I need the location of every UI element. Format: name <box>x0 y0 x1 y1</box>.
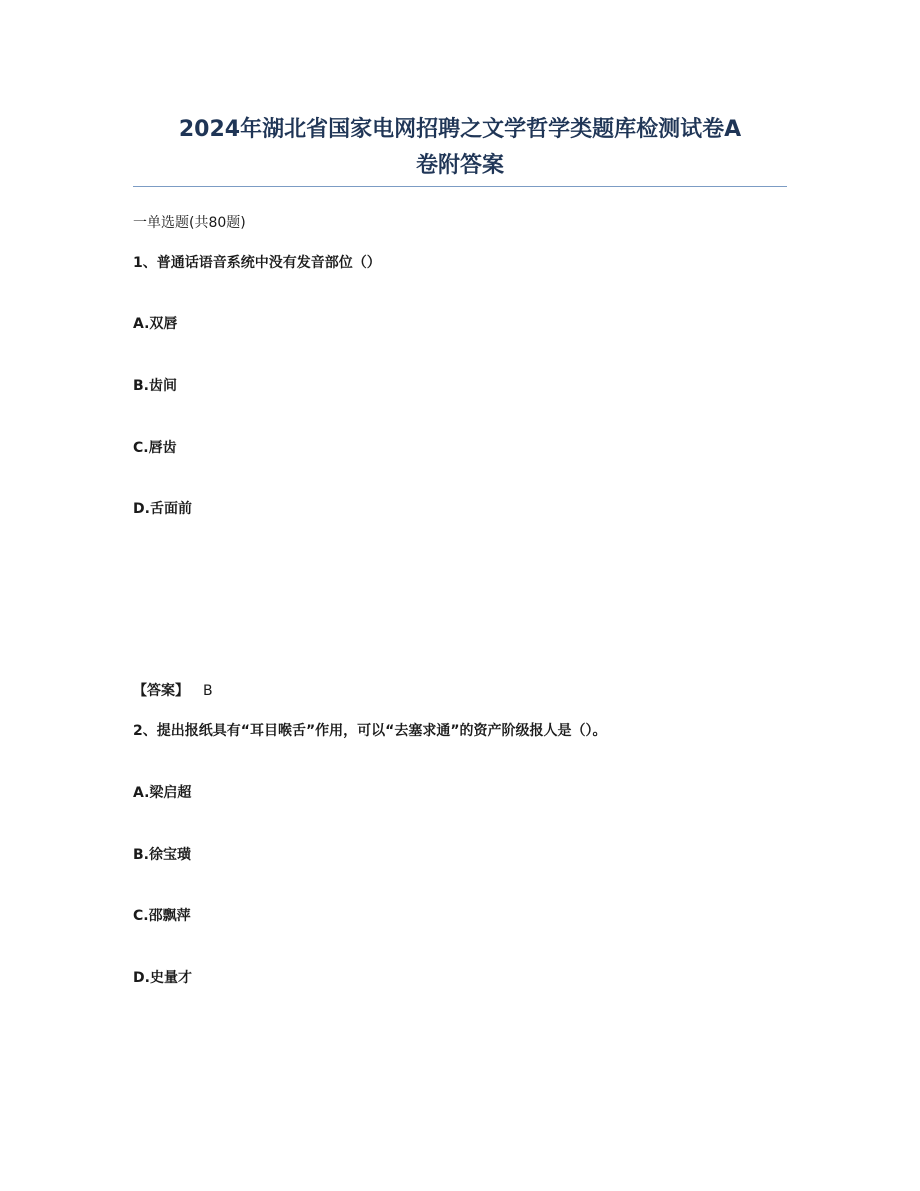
title-divider <box>133 186 787 187</box>
question-2-option-b: B.徐宝璜 <box>133 847 191 863</box>
section-heading: 一单选题(共80题) <box>133 215 246 231</box>
page-title <box>133 112 787 184</box>
question-1-option-b: B.齿间 <box>133 378 177 394</box>
title-line-2: 卷附答案 <box>415 153 504 178</box>
question-1-option-a: A.双唇 <box>133 316 178 332</box>
answer-label: 【答案】 <box>133 683 189 699</box>
question-1-option-c: C.唇齿 <box>133 440 177 456</box>
question-1-option-d: D.舌面前 <box>133 501 192 517</box>
question-1-stem: 1、普通话语音系统中没有发音部位（） <box>133 255 381 271</box>
question-1-answer <box>133 682 213 700</box>
question-2-stem: 2、提出报纸具有“耳目喉舌”作用，可以“去塞求通”的资产阶级报人是（）。 <box>133 723 607 739</box>
question-2-option-c: C.邵飘萍 <box>133 908 191 924</box>
question-2-option-a: A.梁启超 <box>133 785 192 801</box>
question-2-option-d: D.史量才 <box>133 970 192 986</box>
title-line-1: 2024年湖北省国家电网招聘之文学哲学类题库检测试卷A <box>178 117 742 142</box>
answer-value: B <box>203 683 213 699</box>
